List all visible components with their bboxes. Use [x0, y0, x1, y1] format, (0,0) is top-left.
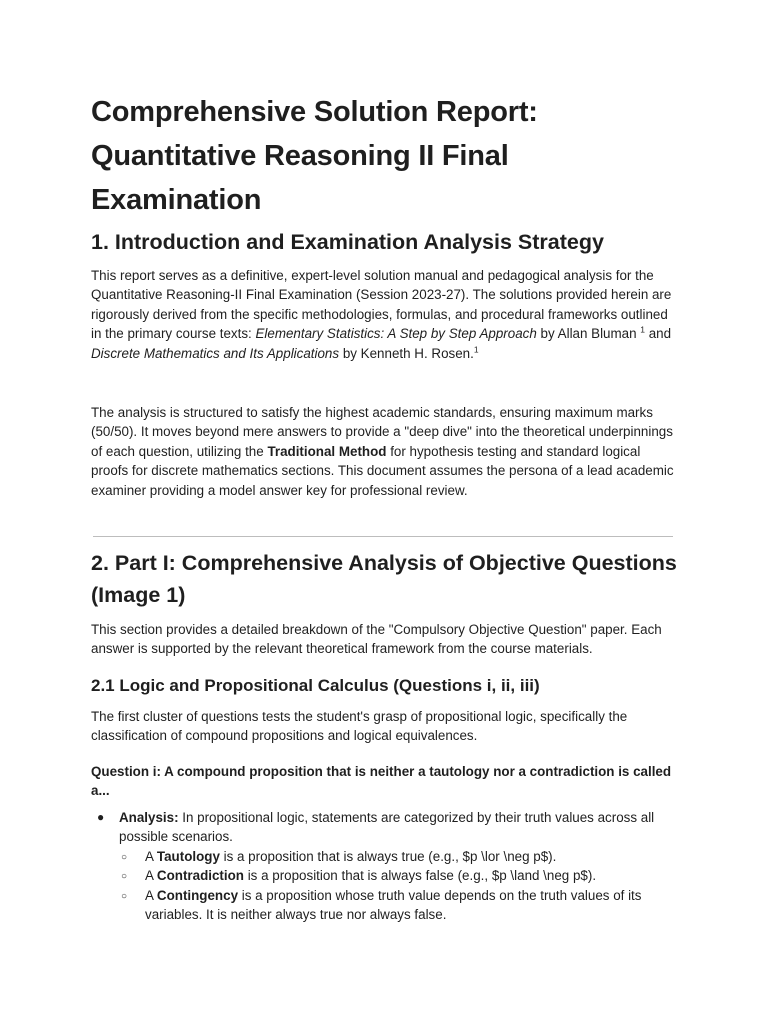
classification-list — [91, 847, 676, 925]
analysis-list — [91, 808, 676, 923]
citation-2[interactable]: 1 — [473, 344, 479, 355]
contradiction-text: is a proposition that is always false (e.g., $p \land \neg p$). — [243, 868, 597, 884]
report-title: Comprehensive Solution Report: Quantitative Reasoning II Final Examination — [91, 96, 538, 216]
bullet-circle-icon: ○ — [121, 890, 128, 902]
contingency-term: Contingency — [156, 887, 239, 903]
analysis-label: Analysis: — [119, 810, 179, 825]
section-2-intro: This section provides a detailed breakdown of the "Compulsory Objective Question" paper. Each answer is supported by the relevant theoretical framework from the course materials. — [91, 622, 662, 657]
section-1-heading: 1. Introduction and Examination Analysis Strategy — [91, 230, 604, 254]
question-i: Question i: A compound proposition that is neither a tautology nor a contradiction is called a... — [91, 764, 672, 799]
subsection-2-1-intro: The first cluster of questions tests the student's grasp of propositional logic, specifically the classification of compound propositions and logical equivalences. — [91, 709, 628, 744]
rosen-book-title: Discrete Mathematics and Its Applications — [91, 345, 340, 361]
intro-text-3: and — [645, 326, 672, 342]
item-prefix: A — [145, 848, 157, 864]
intro-text-1: This report serves as a definitive, expert-level solution manual and pedagogical analysis for the Quantitative Reasoning-II Final Examination (Session 2023-27). The solutions provided herein are rigorously derived from the specific methodologies, formulas, and procedural frameworks outlined in the primary course texts: — [91, 268, 672, 342]
list-item-contradiction — [91, 866, 676, 885]
intro-text-2: by Allan Bluman — [536, 326, 641, 342]
section-divider — [93, 536, 673, 537]
bullet-circle-icon: ○ — [121, 871, 128, 883]
intro-paragraph — [91, 266, 676, 363]
analysis-structure-paragraph — [91, 403, 676, 500]
section-2-heading: 2. Part I: Comprehensive Analysis of Objective Questions (Image 1) — [91, 551, 677, 607]
traditional-method-term: Traditional Method — [267, 443, 387, 459]
analysis-text: In propositional logic, statements are categorized by their truth values across all possible scenarios. — [119, 810, 655, 845]
bullet-circle-icon: ○ — [121, 851, 128, 863]
list-item-tautology — [91, 847, 676, 866]
item-prefix: A — [145, 868, 157, 884]
item-prefix: A — [145, 887, 157, 903]
list-item-contingency — [91, 886, 676, 925]
bullet-dot-icon: ● — [97, 810, 105, 824]
citation-1[interactable]: 1 — [640, 324, 646, 335]
tautology-term: Tautology — [156, 848, 220, 864]
subsection-2-1-heading: 2.1 Logic and Propositional Calculus (Questions i, ii, iii) — [91, 676, 540, 695]
contingency-text: is a proposition whose truth value depends on the truth values of its variables. It is neither always true nor always false. — [145, 887, 642, 923]
tautology-text: is a proposition that is always true (e.g., $p \lor \neg p$). — [219, 848, 557, 864]
bluman-book-title: Elementary Statistics: A Step by Step Approach — [255, 326, 537, 342]
structure-text-2: for hypothesis testing and standard logical proofs for discrete mathematics sections. This document assumes the persona of a lead academic examiner providing a model answer key for professional review. — [91, 443, 674, 498]
structure-text-1: The analysis is structured to satisfy the highest academic standards, ensuring maximum marks (50/50). It moves beyond mere answers to provide a "deep dive" into the theoretical underpinnings of each question, utilizing the — [91, 405, 673, 459]
intro-text-4: by Kenneth H. Rosen. — [339, 345, 474, 361]
analysis-item — [91, 808, 676, 923]
contradiction-term: Contradiction — [156, 868, 244, 884]
